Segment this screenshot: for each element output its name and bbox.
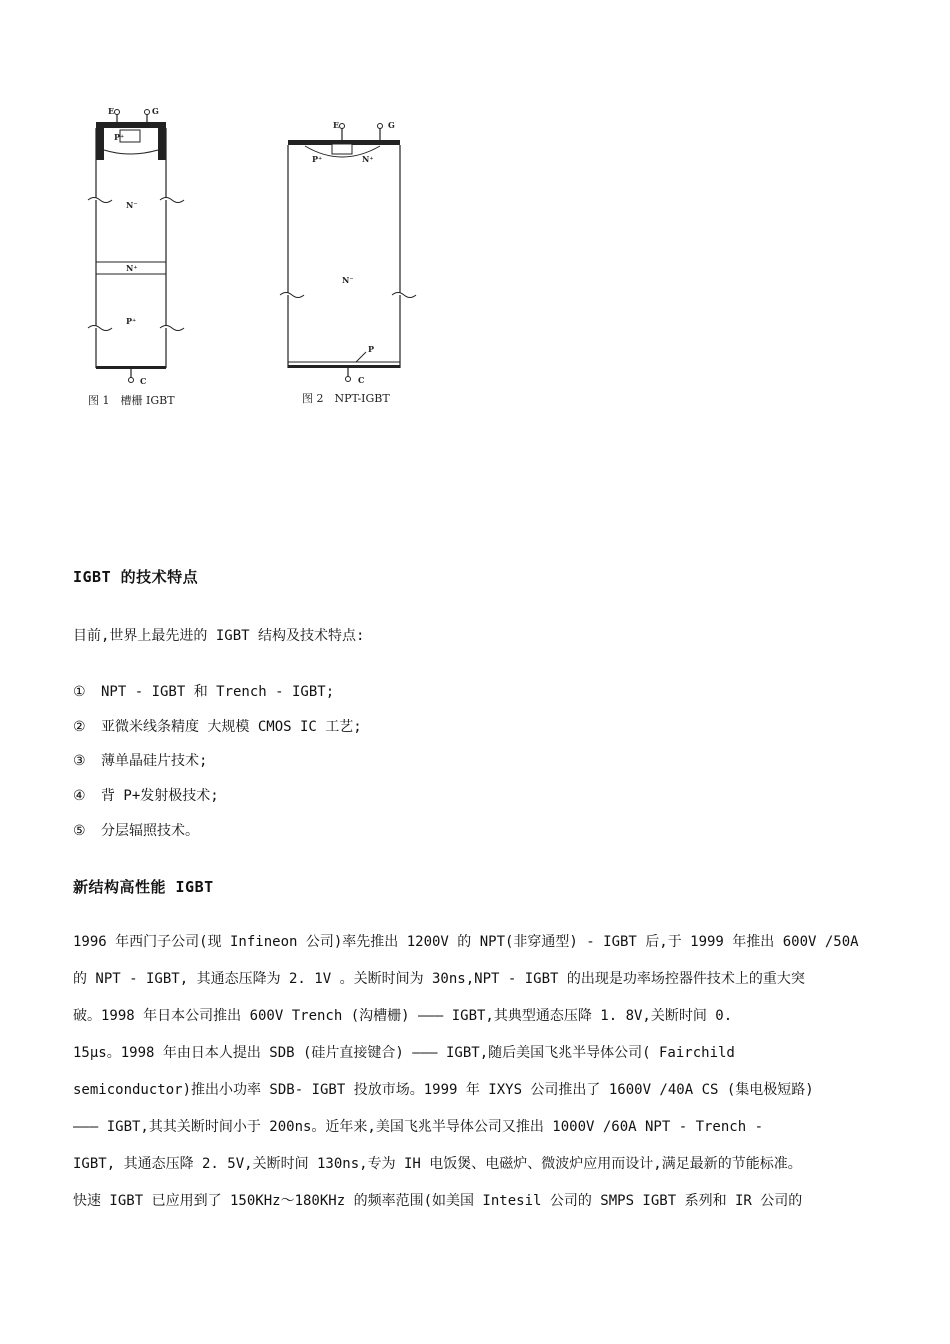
fig2-label-p: P <box>368 344 375 354</box>
list-item-text: 亚微米线条精度 大规模 CMOS IC 工艺; <box>101 719 362 735</box>
body-paragraph <box>73 924 888 1220</box>
list-item-text: 薄单晶硅片技术; <box>101 753 208 769</box>
paragraph-line: 的 NPT - IGBT, 其通态压降为 2. 1V 。关断时间为 30ns,NPT - IGBT 的出现是功率场控器件技术上的重大突 <box>73 971 805 987</box>
paragraph-line: 破。1998 年日本公司推出 600V Trench (沟槽栅) ——— IGBT,其典型通态压降 1. 8V,关断时间 0. <box>73 1008 733 1024</box>
npt-igbt-diagram <box>280 120 416 405</box>
list-item-number: ① <box>73 684 86 700</box>
list-item-number: ② <box>73 719 86 735</box>
igbt-diagrams-svg <box>80 100 460 430</box>
fig1-caption: 图 1 槽栅 IGBT <box>88 394 175 407</box>
paragraph-line: ——— IGBT,其其关断时间小于 200ns。近年来,美国飞兆半导体公司又推出 1000V /60A NPT - Trench - <box>73 1119 764 1135</box>
list-item <box>73 820 199 840</box>
fig2-terminal-c: C <box>358 375 365 385</box>
igbt-structure-figure <box>80 100 460 430</box>
fig1-label-n-minus: N⁻ <box>126 200 138 210</box>
list-item-number: ⑤ <box>73 823 86 839</box>
fig1-terminal-e: E <box>108 106 115 116</box>
fig2-label-n-plus: N⁺ <box>362 154 374 164</box>
list-item-text: NPT - IGBT 和 Trench - IGBT; <box>101 684 335 700</box>
paragraph-line: 1996 年西门子公司(现 Infineon 公司)率先推出 1200V 的 NPT(非穿通型) - IGBT 后,于 1999 年推出 600V /50A <box>73 934 859 950</box>
list-item-number: ③ <box>73 753 86 769</box>
fig1-label-p-plus: P⁺ <box>114 132 125 142</box>
paragraph-line: 快速 IGBT 已应用到了 150KHz～180KHz 的频率范围(如美国 Intesil 公司的 SMPS IGBT 系列和 IR 公司的 <box>73 1193 803 1209</box>
list-item <box>73 750 207 770</box>
fig2-caption: 图 2 NPT-IGBT <box>302 392 390 405</box>
section-title-new-structure: 新结构高性能 IGBT <box>73 878 214 896</box>
fig1-label-p-plus-body: P⁺ <box>126 316 137 326</box>
fig2-label-n-minus: N⁻ <box>342 275 354 285</box>
trench-igbt-diagram <box>88 106 184 407</box>
fig2-terminal-g: G <box>388 120 395 130</box>
fig1-terminal-c: C <box>140 376 147 386</box>
list-item-text: 分层辐照技术。 <box>101 823 199 839</box>
paragraph-line: IGBT, 其通态压降 2. 5V,关断时间 130ns,专为 IH 电饭煲、电磁炉、微波炉应用而设计,满足最新的节能标准。 <box>73 1156 802 1172</box>
section-title-tech-features: IGBT 的技术特点 <box>73 568 199 586</box>
list-item-number: ④ <box>73 788 86 804</box>
fig1-terminal-g: G <box>152 106 159 116</box>
fig2-label-p-plus: P⁺ <box>312 154 323 164</box>
intro-paragraph: 目前,世界上最先进的 IGBT 结构及技术特点: <box>73 628 365 644</box>
list-item-text: 背 P+发射极技术; <box>101 788 219 804</box>
paragraph-line: 15μs。1998 年由日本人提出 SDB (硅片直接键合) ——— IGBT,随后美国飞兆半导体公司( Fairchild <box>73 1045 735 1061</box>
fig2-terminal-e: E <box>333 120 340 130</box>
list-item <box>73 681 334 701</box>
fig1-label-n-plus: N⁺ <box>126 263 138 273</box>
paragraph-line: semiconductor)推出小功率 SDB- IGBT 投放市场。1999 年 IXYS 公司推出了 1600V /40A CS (集电极短路) <box>73 1082 814 1098</box>
list-item <box>73 716 362 736</box>
list-item <box>73 785 219 805</box>
